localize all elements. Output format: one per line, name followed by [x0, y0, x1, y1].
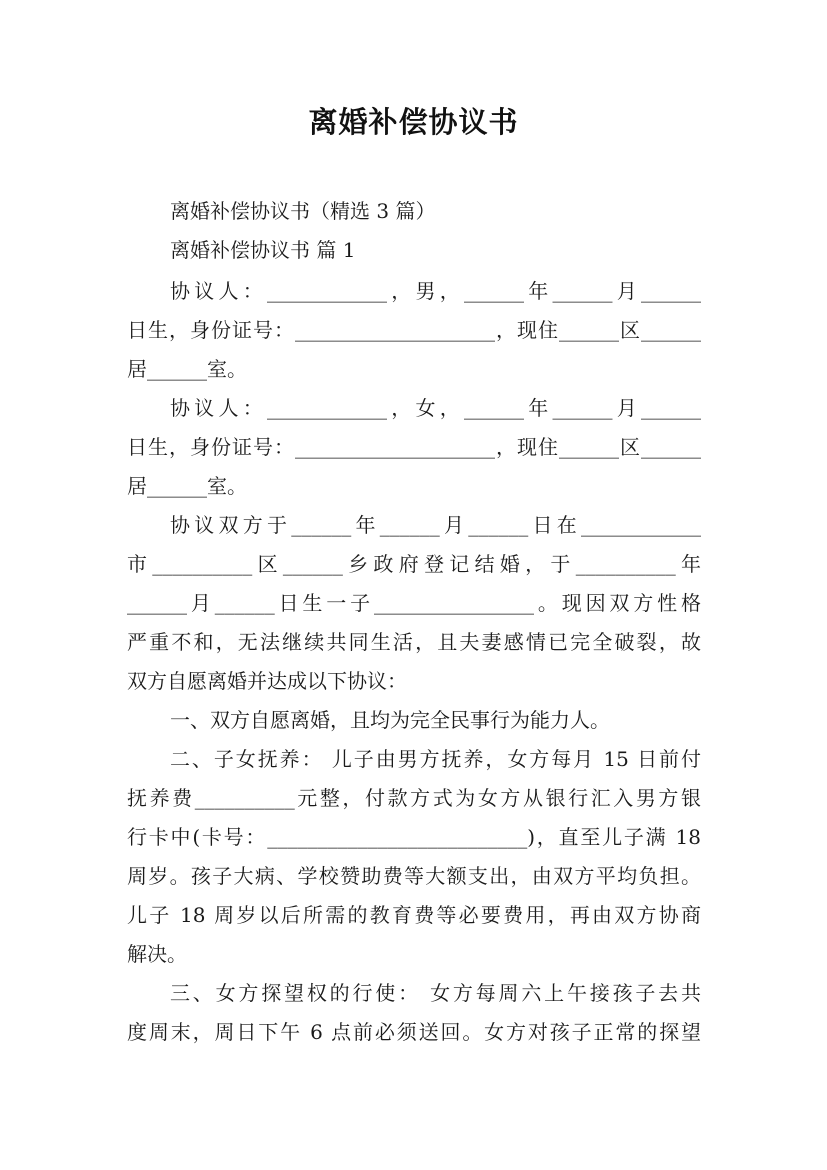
paragraph-line: 居______室。 [127, 474, 247, 498]
paragraph-line: 度周末，周日下午 6 点前必须送回。女方对孩子正常的探望 [127, 1020, 701, 1044]
paragraph-line: 一、双方自愿离婚，且均为完全民事行为能力人。 [170, 708, 610, 732]
paragraph-line: 二、子女抚养： 儿子由男方抚养，女方每月 15 日前付 [170, 747, 701, 771]
document-subtitle: 离婚补偿协议书（精选 3 篇） [170, 199, 436, 223]
paragraph-line: 双方自愿离婚并达成以下协议： [127, 669, 407, 693]
paragraph-line: 协议人：____________，女，______年______月______ [170, 396, 701, 420]
paragraph-line: 抚养费__________元整，付款方式为女方从银行汇入男方银 [127, 786, 701, 810]
paragraph-line: 居______室。 [127, 357, 247, 381]
paragraph-line: ______月______日生一子________________。现因双方性格 [127, 591, 701, 615]
paragraph-line: 周岁。孩子大病、学校赞助费等大额支出，由双方平均负担。 [127, 864, 701, 888]
paragraph-line: 行卡中(卡号：__________________________)，直至儿子满 18 [127, 825, 701, 849]
paragraph-line: 日生，身份证号：____________________，现住______区______ [127, 318, 701, 342]
section-heading: 离婚补偿协议书 篇 1 [170, 238, 356, 262]
paragraph-line: 严重不和，无法继续共同生活，且夫妻感情已完全破裂，故 [127, 630, 701, 654]
paragraph-line: 协议双方于______年______月______日在____________ [170, 513, 701, 537]
document-title: 离婚补偿协议书 [308, 105, 519, 139]
paragraph-line: 解决。 [127, 942, 187, 966]
paragraph-line: 日生，身份证号：____________________，现住______区______ [127, 435, 701, 459]
paragraph-line: 市__________区______乡政府登记结婚，于__________年 [127, 552, 701, 576]
paragraph-line: 儿子 18 周岁以后所需的教育费等必要费用，再由双方协商 [127, 903, 701, 927]
paragraph-line: 协议人：____________，男，______年______月______ [170, 279, 701, 303]
paragraph-line: 三、女方探望权的行使： 女方每周六上午接孩子去共 [170, 981, 701, 1005]
